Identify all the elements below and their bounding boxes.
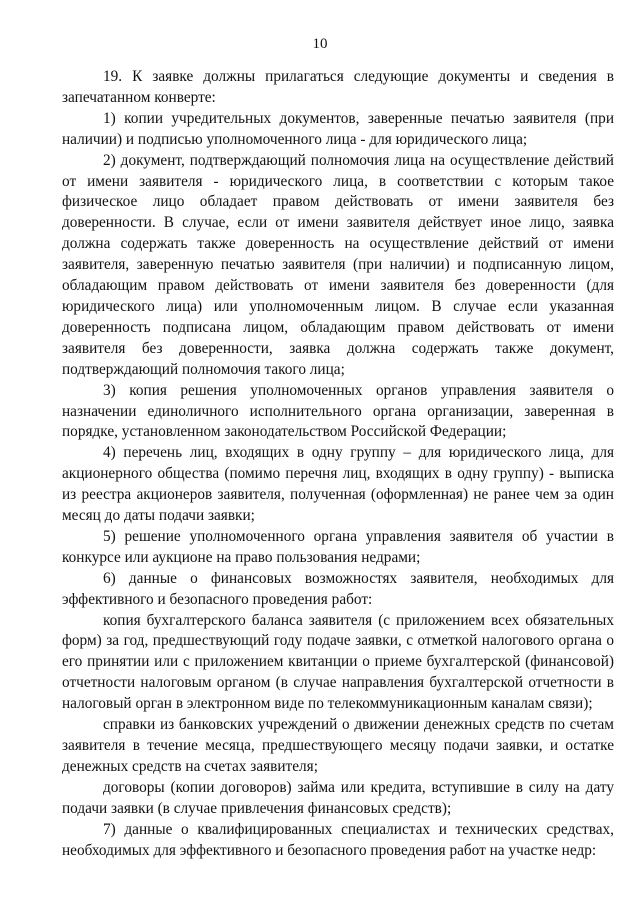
paragraph-loan-agreements: договоры (копии договоров) займа или кредита, вступившие в силу на дату подачи заявки (в случае привлечения финансовых средств); <box>62 778 614 817</box>
page-number: 10 <box>312 36 328 52</box>
paragraph-item-4: 4) перечень лиц, входящих в одну группу – для юридического лица, для акционерного общества (помимо перечня лиц, входящих в одну группу) - выписка из реестра акционеров заявителя, полученная (оформленная) не ранее чем за один месяц до даты подачи заявки; <box>62 444 614 525</box>
paragraph-item-1: 1) копии учредительных документов, заверенные печатью заявителя (при наличии) и подписью уполномоченного лица - для юридического лица; <box>62 109 614 148</box>
paragraph-19-intro: 19. К заявке должны прилагаться следующие документы и сведения в запечатанном конверте: <box>62 68 614 106</box>
document-body <box>62 67 614 861</box>
paragraph-item-2: 2) документ, подтверждающий полномочия лица на осуществление действий от имени заявителя - юридического лица, в соответствии с которым такое физическое лицо обладает правом действовать от имени заявителя без доверенности. В случае, если от имени заявителя действует иное лицо, заявка должна содержать также доверенность на осуществление действий от имени заявителя, заверенную печатью заявителя (при наличии) и подписанную лицом, обладающим правом действовать от имени заявителя без доверенности (для юридического лица) или уполномоченным лицом. В случае если указанная доверенность подписана лицом, обладающим правом действовать от имени заявителя без доверенности, заявка должна содержать также документ, подтверждающий полномочия такого лица; <box>62 151 614 378</box>
paragraph-balance-copy: копия бухгалтерского баланса заявителя (с приложением всех обязательных форм) за год, предшествующий году подаче заявки, с отметкой налогового органа о его принятии или с приложением квитанции о приеме бухгалтерской (финансовой) отчетности налоговым органом (в случае направления бухгалтерской отчетности в налоговый орган в электронном виде по телекоммуникационным каналам связи); <box>62 611 614 713</box>
paragraph-item-3: 3) копия решения уполномоченных органов управления заявителя о назначении единоличного исполнительного органа организации, заверенная в порядке, установленном законодательством Российской Федерации; <box>62 381 614 441</box>
paragraph-item-7: 7) данные о квалифицированных специалистах и технических средствах, необходимых для эффективного и безопасного проведения работ на участке недр: <box>62 820 614 859</box>
paragraph-item-5: 5) решение уполномоченного органа управления заявителя об участии в конкурсе или аукционе на право пользования недрами; <box>62 527 614 566</box>
paragraph-bank-statements: справки из банковских учреждений о движении денежных средств по счетам заявителя в течение месяца, предшествующего месяцу подачи заявки, и остатке денежных средств на счетах заявителя; <box>62 716 614 775</box>
paragraph-item-6: 6) данные о финансовых возможностях заявителя, необходимых для эффективного и безопасного проведения работ: <box>62 569 614 608</box>
